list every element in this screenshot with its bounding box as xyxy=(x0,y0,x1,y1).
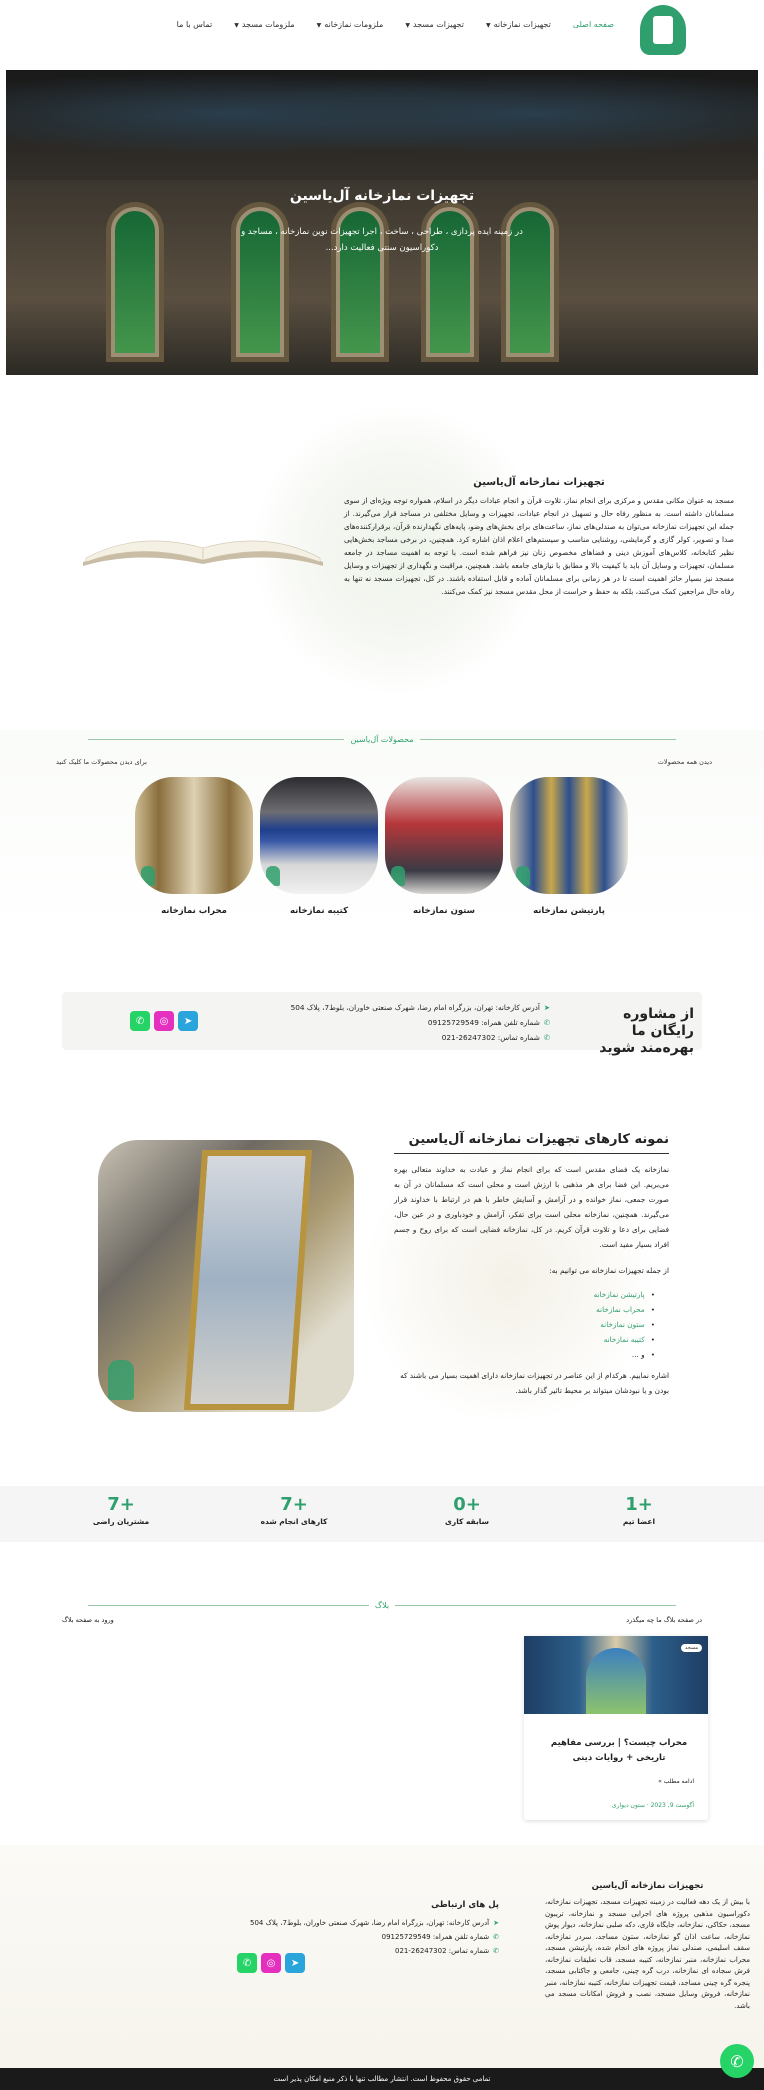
about-title: تجهیزات نمازخانه آل‌یاسین xyxy=(473,477,605,488)
site-header xyxy=(0,0,764,70)
portfolio-body: نمازخانه یک فضای مقدس است که برای انجام نماز و عبادت به خداوند متعالی بهره می‌بریم. این فضا برای هر مذهبی با ارزش است و محلی است که مسلمانان در آن به صورت جمعی، نماز خوانده و در آرامش و آسایش خاطر با هم در ارتباط با خداوند قرار می‌گیرند. همچنین، نمازخانه محلی است برای تفکر، آرامش و خودباوری و در عین حال، فضایی برای دعا و تلاوت قرآن کریم. در کل، نمازخانه فضایی است که برای روح و جسم افراد بسیار مفید است. xyxy=(394,1165,669,1249)
chevron-down-icon: ▼ xyxy=(316,22,322,29)
nav-prayer-room-supplies[interactable] xyxy=(317,20,384,29)
product-image xyxy=(260,777,378,894)
product-card-column[interactable] xyxy=(385,777,503,916)
phone-text: شماره تماس: 26247302-021 xyxy=(395,1947,490,1955)
product-card-mihrab[interactable] xyxy=(135,777,253,916)
about-body: مسجد به عنوان مکانی مقدس و مرکزی برای انجام نماز، تلاوت قرآن و انجام عبادات دیگر در اسلام، همواره توجه ویژه‌ای از سوی مسلمانان داشته است. به منظور رفاه حال و تسهیل در انجام عبادات، تجهیزات و وسایل مختلفی در مساجد قرار می‌گیرند. از جمله این تجهیزات نمازخانه می‌توان به صندلی‌های نماز، ساعت‌های برای بخش‌های وضو، پایه‌های نگهدارنده قرآن، برقرارکننده‌های صدا و تصویر، کولر گازی و گرمایشی، روشنایی مناسب و سیستم‌های اعلام اذان اشاره کرد. همچنین، در برخی مساجد بخش‌هایی نظیر کتابخانه، کلاس‌های آموزش دینی و فضاهای مخصوص زنان نیز فراهم شده است. با توجه به اهمیت مساجد در جامعه مسلمان، تجهیزات و وسایل آن باید با کیفیت بالا و مطابق با نیازهای جامعه باشد. همچنین، مراقبت و نگهداری از تجهیزات و وسایل مسجد نیز بسیار حائز اهمیت است تا در هر زمانی برای مسلمانان آماده و قابل استفاده باشند. در کل، تجهیزات مسجد نه تنها به رفاه حال مراجعین کمک می‌کنند، بلکه به حفظ و حراست از محل مقدس مسجد نیز کمک می‌کنند. xyxy=(344,496,734,596)
chevron-down-icon: ▼ xyxy=(234,22,239,29)
blog-post-card[interactable] xyxy=(524,1636,708,1820)
portfolio-title: نمونه کارهای تجهیزات نمازخانه آل‌یاسین xyxy=(394,1132,669,1154)
leaf-icon xyxy=(141,866,155,886)
product-card-inscription[interactable] xyxy=(260,777,378,916)
post-category[interactable]: ستون دیواری xyxy=(611,1802,645,1809)
leaf-icon xyxy=(516,866,530,886)
nav-home[interactable]: صفحه اصلی xyxy=(572,20,614,29)
address-text: آدرس کارخانه: تهران، بزرگراه امام رضا، شهرک صنعتی خاوران، بلوط7، پلاک 504 xyxy=(250,1919,490,1927)
divider xyxy=(88,1605,369,1606)
post-category-badge[interactable]: مسجد xyxy=(681,1644,702,1652)
stat-label: کارهای انجام شده xyxy=(260,1517,328,1526)
nav-contact[interactable]: تماس با ما xyxy=(176,20,213,29)
location-arrow-icon: ➤ xyxy=(493,1919,499,1927)
footer-contact-title: پل های ارتباطی xyxy=(431,1900,499,1910)
portfolio-list xyxy=(394,1287,655,1362)
footer-about-title: تجهیزات نمازخانه آل‌یاسین xyxy=(591,1881,704,1891)
address-text: آدرس کارخانه: تهران، بزرگراه امام رضا، شهرک صنعتی خاوران، بلوط7، پلاک 504 xyxy=(290,1003,540,1012)
products-heading xyxy=(88,732,676,746)
stat-label: سابقه کاری xyxy=(445,1517,489,1526)
portfolio-link-column[interactable]: • ستون نمازخانه xyxy=(394,1317,655,1332)
footer-about-body: با بیش از یک دهه فعالیت در زمینه تجهیزات مسجد، تجهیزات نمازخانه، دکوراسیون مذهبی پروژه های اجرایی مسجد و نمازخانه، تریبون مسجد، حکاکی، نمازخانه، جایگاه قاری، دکه صلبی نمازخانه، دیوار پوش نمازخانه، ساعت اذان گو نمازخانه، ستون مساجد، سردر نمازخانه، سقف اسلیمی، صندلی نماز پروژه های انجام شده، پارتیشن مسجد، محراب نمازخانه، منبر نمازخانه، کتیبه مسجد، قاب تعلیقات نمازخانه، فرش سجاده ای نمازخانه، درب گره چینی، جامعی و جاکتابی مسجد، پنجره گره چینی مساجد، قیمت تجهیزات نمازخانه، کتیبه نمازخانه، منبر نمازخانه، فروش وسایل مسجد، نصب و فروش امکانات مسجد می باشد. xyxy=(545,1898,750,2010)
nav-label: تجهیزات نمازخانه xyxy=(493,20,551,29)
instagram-icon[interactable]: ◎ xyxy=(154,1011,174,1031)
footer-about xyxy=(545,1881,750,2012)
leaf-icon xyxy=(108,1360,134,1400)
site-footer xyxy=(0,1845,764,2068)
mobile-text: شماره تلفن همراه: 09125729549 xyxy=(381,1933,490,1941)
phone-icon: ✆ xyxy=(493,1947,499,1955)
blog-section xyxy=(0,1598,764,1833)
phone-icon: ✆ xyxy=(543,1033,550,1042)
blog-tagline: در صفحه بلاگ ما چه میگذرد xyxy=(626,1616,702,1624)
blog-section-title: بلاگ xyxy=(374,1600,390,1610)
portfolio-link-inscription[interactable]: • کتیبه نمازخانه xyxy=(394,1332,655,1347)
mobile-line[interactable] xyxy=(249,1930,499,1944)
whatsapp-icon[interactable]: ✆ xyxy=(237,1953,257,1973)
stat-number: +1 xyxy=(625,1494,653,1515)
stat-projects xyxy=(244,1494,344,1526)
portfolio-image xyxy=(98,1140,354,1412)
portfolio-section xyxy=(0,1120,764,1420)
location-arrow-icon: ➤ xyxy=(543,1003,550,1012)
stat-number: +7 xyxy=(107,1494,135,1515)
instagram-icon[interactable]: ◎ xyxy=(261,1953,281,1973)
stat-label: مشتریان راضی xyxy=(92,1517,150,1526)
telegram-icon[interactable]: ➤ xyxy=(285,1953,305,1973)
stat-label: اعضا تیم xyxy=(622,1517,656,1526)
whatsapp-icon: ✆ xyxy=(730,2051,744,2071)
divider xyxy=(420,739,676,740)
blog-heading xyxy=(88,1598,676,1612)
stat-team xyxy=(589,1494,689,1526)
nav-label: ملزومات مسجد xyxy=(241,20,295,29)
hero-overlay xyxy=(6,70,758,375)
nav-mosque-supplies[interactable] xyxy=(234,20,294,29)
product-image xyxy=(135,777,253,894)
hero-subtitle: در زمینه ایده پردازی ، طراحی ، ساخت ، اجرا تجهیزات نوین نمازخانه ، مساجد و دکوراسیون سنتی فعالیت دارد... xyxy=(241,227,523,253)
portfolio-footnote: اشاره نماییم. هرکدام از این عناصر در تجهیزات نمازخانه دارای اهمیت بسیار می باشند که بودن و یا نبودشان میتواند بر محیط تاثیر گذار باشد. xyxy=(400,1371,669,1395)
nav-label: ملزومات نمازخانه xyxy=(324,20,384,29)
footer-social-links xyxy=(237,1953,305,1973)
product-image xyxy=(385,777,503,894)
products-section xyxy=(0,730,764,940)
open-book-image xyxy=(78,520,328,570)
address-line xyxy=(249,1916,499,1930)
mobile-line[interactable] xyxy=(291,1015,550,1030)
logo-mark xyxy=(653,16,673,44)
consult-contact-info xyxy=(291,1000,550,1045)
post-meta: آگوست 9, 2023 · ستون دیواری xyxy=(611,1802,694,1809)
chevron-down-icon: ▼ xyxy=(485,22,491,29)
portfolio-text-block xyxy=(394,1132,669,1398)
portfolio-list-etc: • و ... xyxy=(394,1347,655,1362)
products-hint: برای دیدن محصولات ما کلیک کنید xyxy=(56,758,147,766)
site-logo[interactable] xyxy=(640,5,686,55)
phone-icon: ✆ xyxy=(493,1933,499,1941)
product-name: محراب نمازخانه xyxy=(161,906,227,916)
stats-bar xyxy=(0,1486,764,1542)
whatsapp-icon[interactable]: ✆ xyxy=(130,1011,150,1031)
products-section-title: محصولات آل‌یاسین xyxy=(350,734,414,744)
phone-icon: ✆ xyxy=(543,1018,550,1027)
consult-banner xyxy=(62,992,702,1056)
portfolio-frame xyxy=(184,1150,312,1410)
leaf-icon xyxy=(266,866,280,886)
blog-page-link[interactable]: ورود به صفحه بلاگ xyxy=(62,1616,114,1624)
divider xyxy=(395,1605,676,1606)
footer-contact xyxy=(249,1900,499,1958)
stat-experience xyxy=(417,1494,517,1526)
nav-mosque-equipment[interactable] xyxy=(405,20,464,29)
product-image xyxy=(510,777,628,894)
hero-title: تجهیزات نمازخانه آل‌یاسین xyxy=(289,188,475,204)
portfolio-link-partition[interactable]: • پارتیشن نمازخانه xyxy=(394,1287,655,1302)
whatsapp-float-button[interactable] xyxy=(720,2044,754,2078)
copyright-bar: تمامی حقوق محفوظ است. انتشار مطالب تنها با ذکر منبع امکان پذیر است xyxy=(0,2068,764,2090)
product-name: ستون نمازخانه xyxy=(412,906,475,916)
social-links xyxy=(130,1011,198,1031)
about-section xyxy=(0,405,764,725)
portfolio-link-mihrab[interactable]: • محراب نمازخانه xyxy=(394,1302,655,1317)
product-name: پارتیشن نمازخانه xyxy=(533,906,605,916)
hero-banner xyxy=(6,70,758,375)
consult-title: از مشاوره رایگان ما بهره‌مند شوید xyxy=(599,1006,694,1056)
post-title[interactable]: محراب چیست؟ | بررسی مفاهیم تاریخی + روایات دینی xyxy=(550,1738,688,1763)
telegram-icon[interactable]: ➤ xyxy=(178,1011,198,1031)
read-more-link[interactable]: ادامه مطلب » xyxy=(658,1778,694,1785)
divider xyxy=(88,739,344,740)
nav-label: تجهیزات مسجد xyxy=(412,20,464,29)
post-date: آگوست 9, 2023 xyxy=(650,1802,694,1809)
footer-contact-info xyxy=(249,1916,499,1958)
main-nav xyxy=(177,20,614,29)
post-image-arch xyxy=(586,1648,646,1714)
product-name: کتیبه نمازخانه xyxy=(289,906,349,916)
mobile-text: شماره تلفن همراه: 09125729549 xyxy=(427,1018,540,1027)
product-card-partition[interactable] xyxy=(510,777,628,916)
about-text-block xyxy=(344,477,734,598)
nav-prayer-room-equipment[interactable] xyxy=(486,20,551,29)
portfolio-list-lead: از جمله تجهیزات نمازخانه می توانیم به: xyxy=(549,1266,669,1275)
address-line xyxy=(291,1000,550,1015)
stat-number: +0 xyxy=(453,1494,481,1515)
view-all-products-link[interactable]: دیدن همه محصولات xyxy=(657,758,712,766)
stat-customers xyxy=(71,1494,171,1526)
leaf-icon xyxy=(391,866,405,886)
phone-line[interactable] xyxy=(291,1030,550,1045)
stat-number: +7 xyxy=(280,1494,308,1515)
chevron-down-icon: ▼ xyxy=(405,22,410,29)
phone-text: شماره تماس: 26247302-021 xyxy=(441,1033,540,1042)
